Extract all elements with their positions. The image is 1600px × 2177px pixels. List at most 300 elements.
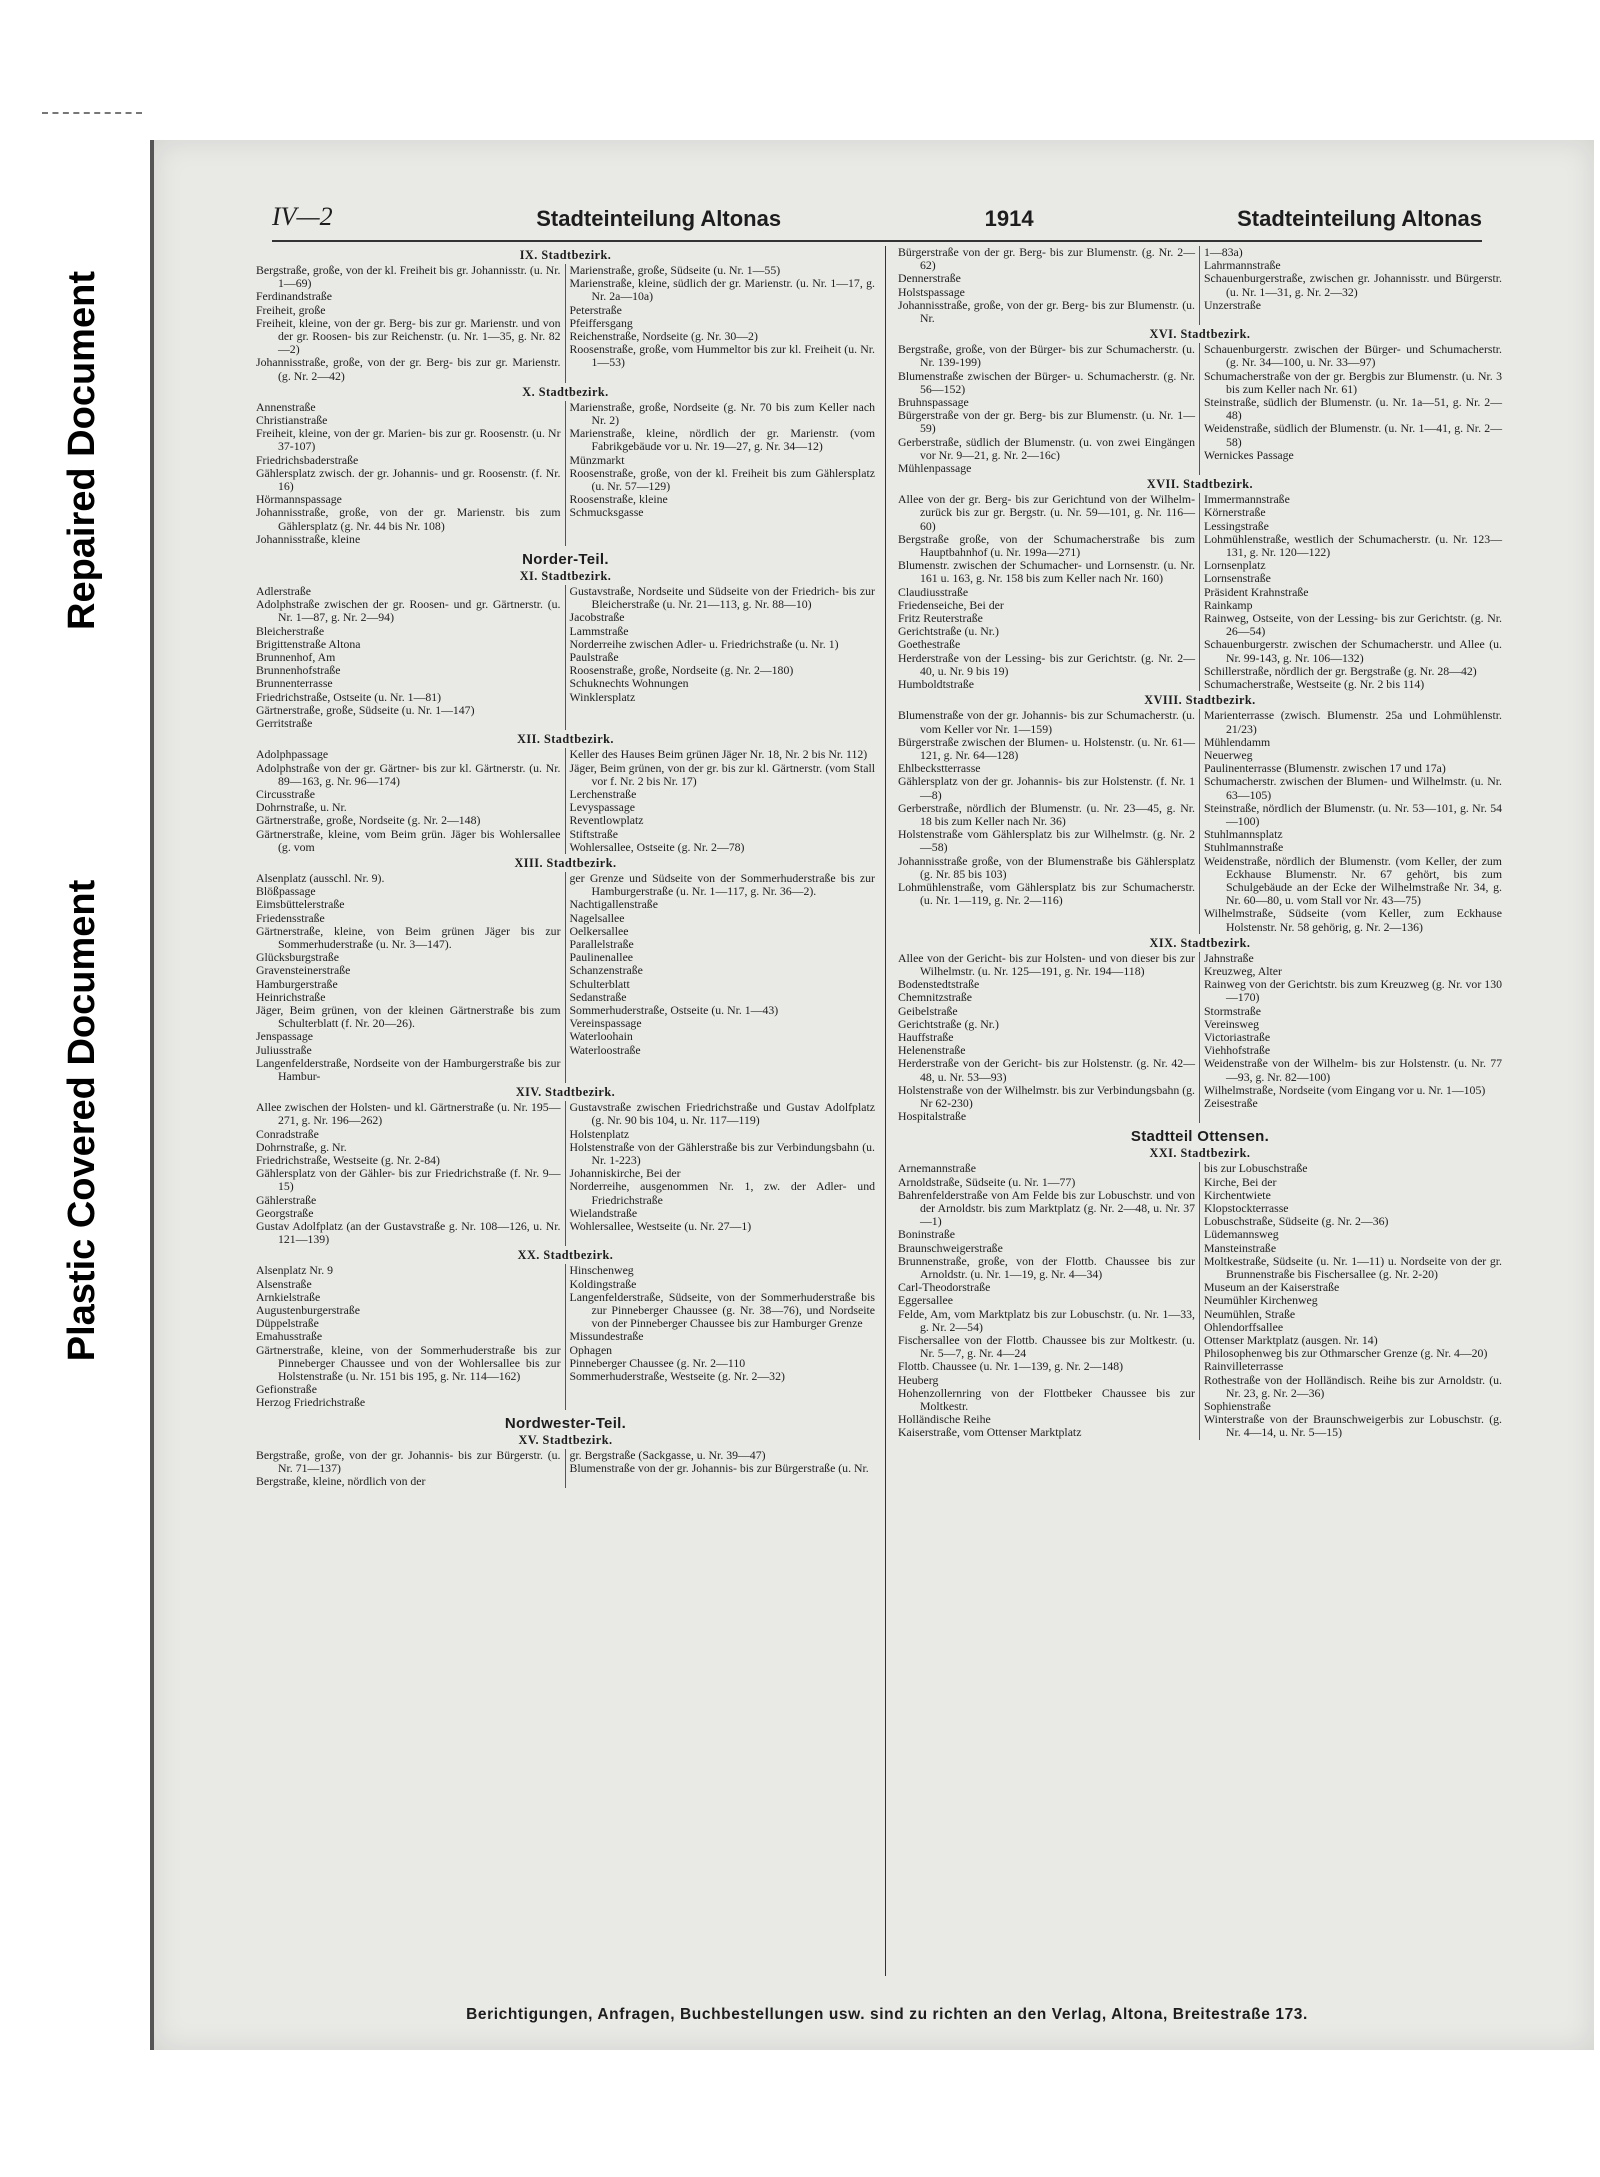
street-entry: Bodenstedtstraße bbox=[898, 977, 980, 992]
street-entry: Holstenstraße vom Gählersplatz bis zur Wilhelmstr. (g. Nr. 2—58) bbox=[898, 827, 1195, 855]
street-entry: Alsenstraße bbox=[256, 1276, 312, 1291]
street-list bbox=[252, 401, 566, 546]
street-entry: Georgstraße bbox=[256, 1205, 314, 1220]
street-list bbox=[566, 872, 880, 1083]
street-entry: Glücksburgstraße bbox=[256, 950, 339, 965]
street-entry: Gärtnerstraße, kleine, vom Beim grün. Jäger bis Wohlersallee (g. vom bbox=[256, 826, 561, 854]
street-entry: Mühlenpassage bbox=[898, 461, 972, 476]
section-body bbox=[894, 493, 1506, 691]
section-title: XVII. Stadtbezirk. bbox=[1146, 477, 1254, 492]
street-entry: Gählerstraße bbox=[256, 1192, 317, 1207]
street-entry: Adolphpassage bbox=[256, 747, 329, 762]
street-list bbox=[566, 1449, 880, 1489]
street-entry: Roosenstraße, große, Nordseite (g. Nr. 2—180) bbox=[569, 663, 794, 678]
street-entry: Gustavstraße, Nordseite und Südseite von der Friedrich- bis zur Bleicherstraße (u. Nr. 21—113, g. Nr. 88—10) bbox=[569, 584, 875, 612]
street-entry: Viehhofstraße bbox=[1204, 1043, 1271, 1058]
street-entry: Philosophenweg bis zur Othmarscher Grenze (g. Nr. 4—20) bbox=[1204, 1346, 1488, 1361]
street-list bbox=[252, 748, 566, 854]
street-entry: Adolphstraße von der gr. Gärtner- bis zur kl. Gärtnerstr. (u. Nr. 89—163, g. Nr. 96—174) bbox=[256, 760, 561, 788]
street-list bbox=[252, 1101, 566, 1246]
street-entry: Brunnenhof, Am bbox=[256, 650, 336, 665]
street-entry: Schumacherstr. zwischen der Blumen- und Wilhelmstr. (u. Nr. 63—105) bbox=[1204, 774, 1502, 802]
street-entry: Lerchenstraße bbox=[569, 786, 637, 801]
street-entry: Gerritstraße bbox=[256, 716, 313, 731]
street-entry: Gärtnerstraße, große, Nordseite (g. Nr. 2—148) bbox=[256, 813, 481, 828]
street-entry: Geibelstraße bbox=[898, 1003, 958, 1018]
section-title: XVI. Stadtbezirk. bbox=[1149, 327, 1251, 342]
section-title: Stadtteil Ottensen. bbox=[1130, 1128, 1270, 1146]
street-entry: Friedrichstraße, Westseite (g. Nr. 2-84) bbox=[256, 1152, 440, 1167]
street-entry: Gählersplatz zwisch. der gr. Johannis- und gr. Roosenstr. (f. Nr. 16) bbox=[256, 465, 561, 494]
street-entry: Jahnstraße bbox=[1204, 950, 1254, 965]
street-entry: Neumühlen, Straße bbox=[1204, 1306, 1296, 1321]
street-entry: Dennerstraße bbox=[898, 271, 961, 286]
street-entry: Rainvilleterrasse bbox=[1204, 1359, 1284, 1374]
street-entry: Lohmühlenstraße, westlich der Schumacherstr. (u. Nr. 123—131, g. Nr. 120—122) bbox=[1204, 531, 1502, 560]
street-entry: Blumenstraße zwischen der Bürger- u. Schumacherstr. (g. Nr. 56—152) bbox=[898, 368, 1195, 396]
street-entry: Christianstraße bbox=[256, 413, 328, 428]
street-entry: Schuknechts Wohnungen bbox=[569, 676, 689, 691]
street-entry: Stormstraße bbox=[1204, 1003, 1262, 1018]
street-entry: Wielandstraße bbox=[569, 1205, 638, 1220]
street-entry: Augustenburgerstraße bbox=[256, 1303, 360, 1318]
street-entry: 1—83a) bbox=[1204, 246, 1243, 259]
section-title: Nordwester-Teil. bbox=[504, 1414, 627, 1432]
street-entry: Felde, Am, vom Marktplatz bis zur Lobuschstr. (u. Nr. 1—33, g. Nr. 2—54) bbox=[898, 1306, 1195, 1334]
street-entry: Allee zwischen der Holsten- und kl. Gärtnerstraße (u. Nr. 195—271, g. Nr. 196—262) bbox=[256, 1100, 561, 1128]
street-entry: Rainkamp bbox=[1204, 597, 1253, 612]
street-entry: Missundestraße bbox=[569, 1329, 644, 1344]
street-entry: Ohlendorffsallee bbox=[1204, 1319, 1284, 1334]
street-entry: Waterloohain bbox=[569, 1029, 633, 1044]
street-entry: Körnerstraße bbox=[1204, 505, 1266, 520]
street-entry: Friedensstraße bbox=[256, 910, 325, 925]
street-entry: Bergstraße, kleine, nördlich von der bbox=[256, 1474, 426, 1489]
street-entry: Präsident Krahnstraße bbox=[1204, 584, 1309, 599]
street-entry: Paulinenallee bbox=[569, 950, 634, 965]
street-entry: Helenenstraße bbox=[898, 1043, 966, 1058]
street-entry: Steinstraße, südlich der Blumenstr. (u. Nr. 1a—51, g. Nr. 2—48) bbox=[1204, 395, 1502, 423]
street-entry: Herderstraße von der Gericht- bis zur Holstenstr. (g. Nr. 42—48, u. Nr. 53—93) bbox=[898, 1056, 1195, 1084]
street-entry: Weidenstraße, nördlich der Blumenstr. (vom Keller, der zum Eckhause Blumenstr. Nr. 67 gehört, bis zum Schulgebäude an der Ecke der Wilhelmstraße Nr. 34, g. Nr. 60—80, u. vom Stall vor Nr. 43—75) bbox=[1204, 853, 1502, 908]
street-entry: Conradstraße bbox=[256, 1126, 319, 1141]
street-entry: Winterstraße von der Braunschweigerbis zur Lobuschstr. (g. Nr. 4—14, u. Nr. 5—15) bbox=[1204, 1412, 1502, 1440]
street-entry: Johannisstraße, kleine bbox=[256, 531, 361, 546]
street-entry: Marienstraße, große, Südseite (u. Nr. 1—55) bbox=[569, 263, 781, 277]
section-body bbox=[894, 952, 1506, 1124]
street-list bbox=[894, 493, 1200, 691]
street-entry: Bürgerstraße von der gr. Berg- bis zur Blumenstr. (g. Nr. 2—62) bbox=[898, 246, 1195, 273]
street-entry: Gerberstraße, südlich der Blumenstr. (u. von zwei Eingängen vor Nr. 9—21, g. Nr. 2—16c) bbox=[898, 434, 1195, 462]
street-entry: Lohmühlenstraße, vom Gählersplatz bis zur Schumacherstr. (u. Nr. 1—119, g. Nr. 2—116) bbox=[898, 879, 1195, 908]
header-rule bbox=[272, 240, 1482, 242]
street-entry: Freiheit, kleine, von der gr. Berg- bis zur gr. Marienstr. und von der gr. Roosen- bis zur Reichenstr. (u. Nr. 1—35, g. Nr. 82—2) bbox=[256, 315, 561, 357]
street-entry: Bahrenfelderstraße von Am Felde bis zur Lobuschstr. und von der Arnoldstr. bis zum Marktplatz (g. Nr. 2—48, u. Nr. 37—1) bbox=[898, 1187, 1195, 1229]
street-entry: Zeisestraße bbox=[1204, 1095, 1258, 1110]
street-entry: Koldingstraße bbox=[569, 1276, 637, 1291]
street-entry: Schauenburgerstr. zwischen der Schumacherstr. und Allee (u. Nr. 99-143, g. Nr. 106—132) bbox=[1204, 637, 1502, 665]
street-entry: Roosenstraße, große, von der kl. Freiheit bis zum Gählersplatz (u. Nr. 57—129) bbox=[569, 465, 875, 494]
street-entry: Fritz Reuterstraße bbox=[898, 611, 983, 626]
left-column bbox=[246, 246, 886, 1976]
street-entry: Ottenser Marktplatz (ausgen. Nr. 14) bbox=[1204, 1333, 1378, 1348]
street-list bbox=[566, 264, 880, 383]
street-entry: Oelkersallee bbox=[569, 923, 629, 938]
street-list bbox=[1200, 1162, 1506, 1439]
street-entry: Bleicherstraße bbox=[256, 623, 325, 638]
section-title: XI. Stadtbezirk. bbox=[519, 569, 612, 584]
street-entry: Gählersplatz von der Gähler- bis zur Friedrichstraße (f. Nr. 9—15) bbox=[256, 1166, 561, 1194]
street-entry: Marienstraße, kleine, nördlich der gr. Marienstr. (vom Fabrikgebäude vor u. Nr. 19—27, g. Nr. 34—12) bbox=[569, 426, 875, 454]
street-entry: Arnkielstraße bbox=[256, 1289, 321, 1304]
street-entry: Heinrichstraße bbox=[256, 989, 326, 1004]
section-title: XIX. Stadtbezirk. bbox=[1149, 935, 1251, 950]
street-entry: Johannisstraße große, von der Blumenstraße bis Gählersplatz (g. Nr. 85 bis 103) bbox=[898, 853, 1195, 881]
street-entry: Marienterrasse (zwisch. Blumenstr. 25a und Lohmühlenstr. 21/23) bbox=[1204, 708, 1502, 736]
street-entry: Lobuschstraße, Südseite (g. Nr. 2—36) bbox=[1204, 1214, 1389, 1229]
street-entry: Roosenstraße, große, vom Hummeltor bis zur kl. Freiheit (u. Nr. 1—53) bbox=[569, 342, 875, 370]
street-entry: Adlerstraße bbox=[256, 584, 312, 599]
repaired-document-label bbox=[0, 140, 165, 760]
street-entry: Bergstraße, große, von der gr. Johannis- bis zur Bürgerstr. (u. Nr. 71—137) bbox=[256, 1447, 561, 1475]
section-title: Norder-Teil. bbox=[522, 551, 609, 569]
street-entry: Circusstraße bbox=[256, 786, 315, 801]
street-entry: Schillerstraße, nördlich der gr. Bergstraße (g. Nr. 28—42) bbox=[1204, 663, 1477, 678]
street-entry: Norderreihe zwischen Adler- u. Friedrichstraße (u. Nr. 1) bbox=[569, 636, 839, 651]
street-entry: Immermannstraße bbox=[1204, 492, 1290, 507]
street-entry: Holländische Reihe bbox=[898, 1412, 991, 1427]
street-list bbox=[894, 1162, 1200, 1439]
street-entry: Brunnenhofstraße bbox=[256, 663, 341, 678]
street-entry: Allee von der gr. Berg- bis zur Gerichtund von der Wilhelm- zurück bis zur gr. Bergstr. (u. Nr. 59—101, g. Nr. 116—60) bbox=[898, 492, 1195, 533]
street-entry: Humboldtstraße bbox=[898, 677, 975, 692]
street-entry: Marienstraße, große, Nordseite (g. Nr. 70 bis zum Keller nach Nr. 2) bbox=[569, 399, 875, 428]
street-entry: Paulinenterrasse (Blumenstr. zwischen 17 und 17a) bbox=[1204, 761, 1446, 776]
street-entry: Pfeiffersgang bbox=[569, 315, 633, 330]
street-list bbox=[894, 709, 1200, 933]
street-list bbox=[1200, 952, 1506, 1124]
street-entry: Vereinspassage bbox=[569, 1016, 642, 1031]
section-title: XXI. Stadtbezirk. bbox=[1149, 1146, 1251, 1161]
street-entry: Annenstraße bbox=[256, 399, 316, 414]
section-body bbox=[252, 401, 879, 546]
section-body bbox=[252, 872, 879, 1083]
street-entry: Levyspassage bbox=[569, 800, 636, 815]
street-entry: Herderstraße von der Lessing- bis zur Gerichtstr. (g. Nr. 2—40, u. Nr. 9 bis 19) bbox=[898, 650, 1195, 678]
section-body bbox=[894, 343, 1506, 475]
street-list bbox=[894, 952, 1200, 1124]
street-entry: Adolphstraße zwischen der gr. Roosen- und gr. Gärtnerstr. (u. Nr. 1—87, g. Nr. 2—94) bbox=[256, 597, 561, 625]
street-entry: Heuberg bbox=[898, 1372, 939, 1387]
street-entry: Gerichtstraße (u. Nr.) bbox=[898, 624, 999, 639]
header-right-title: Stadteinteilung Altonas bbox=[1237, 206, 1482, 231]
street-entry: Bruhnspassage bbox=[898, 395, 969, 410]
street-entry: Weidenstraße, südlich der Blumenstr. (u. Nr. 1—41, g. Nr. 2—58) bbox=[1204, 421, 1502, 449]
street-entry: Dohrnstraße, u. Nr. bbox=[256, 800, 347, 815]
street-entry: Paulstraße bbox=[569, 650, 619, 665]
street-entry: Hohenzollernring von der Flottbeker Chaussee bis zur Moltkestr. bbox=[898, 1385, 1195, 1414]
street-list bbox=[566, 1101, 880, 1246]
street-entry: Chemnitzstraße bbox=[898, 990, 973, 1005]
street-list bbox=[1200, 493, 1506, 691]
street-list bbox=[894, 246, 1200, 325]
street-entry: Claudiusstraße bbox=[898, 584, 969, 599]
street-entry: Gerberstraße, nördlich der Blumenstr. (u. Nr. 23—45, g. Nr. 18 bis zum Keller nach Nr. 36) bbox=[898, 800, 1195, 828]
street-entry: Pinneberger Chaussee (g. Nr. 2—110 bbox=[569, 1355, 746, 1370]
section-body bbox=[252, 585, 879, 730]
street-entry: Flottb. Chaussee (u. Nr. 1—139, g. Nr. 2—148) bbox=[898, 1359, 1124, 1374]
street-entry: Hauffstraße bbox=[898, 1029, 954, 1044]
header-year: 1914 bbox=[984, 206, 1034, 231]
street-entry: bis zur Lobuschstraße bbox=[1204, 1161, 1308, 1176]
street-entry: Rothestraße von der Holländisch. Reihe bis zur Arnoldstr. (u. Nr. 23, g. Nr. 2—36) bbox=[1204, 1372, 1502, 1400]
street-entry: Langenfelderstraße, Südseite, von der Sommerhuderstraße bis zur Pinneberger Chaussee (g. Nr. 38—76), und Nordseite von der Pinneberger Chaussee bis zur Hamburger Grenze bbox=[569, 1289, 875, 1331]
street-entry: Hörmannspassage bbox=[256, 492, 342, 507]
plastic-covered-text: Plastic Covered Document bbox=[61, 879, 104, 1361]
street-entry: Reichenstraße, Nordseite (g. Nr. 30—2) bbox=[569, 329, 758, 344]
street-entry: Blumenstr. zwischen der Schumacher- und Lornsenstr. (u. Nr. 161 u. 163, g. Nr. 158 bis zum Keller nach Nr. 160) bbox=[898, 558, 1195, 586]
street-entry: Gefionstraße bbox=[256, 1382, 317, 1397]
street-entry: Allee von der Gericht- bis zur Holsten- und von dieser bis zur Wilhelmstr. (u. Nr. 125—191, g. Nr. 194—118) bbox=[898, 950, 1195, 978]
street-entry: Alsenplatz Nr. 9 bbox=[256, 1263, 333, 1278]
page-number: IV—2 bbox=[272, 202, 333, 231]
street-entry: Langenfelderstraße, Nordseite von der Hamburgerstraße bis zur Hambur- bbox=[256, 1055, 561, 1083]
street-entry: Blumenstraße von der gr. Johannis- bis zur Schumacherstr. (u. vom Keller vor Nr. 1—159) bbox=[898, 708, 1195, 736]
street-entry: Bergstraße, große, von der Bürger- bis zur Schumacherstr. (u. Nr. 139-199) bbox=[898, 342, 1195, 370]
section-body bbox=[252, 1449, 879, 1489]
section-title: XVIII. Stadtbezirk. bbox=[1144, 693, 1256, 708]
street-entry: Wernickes Passage bbox=[1204, 447, 1294, 462]
street-entry: Ehlbeckstterrasse bbox=[898, 761, 981, 776]
street-entry: Bergstraße, große, von der kl. Freiheit bis gr. Johannisstr. (u. Nr. 1—69) bbox=[256, 263, 561, 291]
header-left-title: Stadteinteilung Altonas bbox=[536, 206, 782, 231]
street-entry: Rainweg, Ostseite, von der Lessing- bis zur Gerichtstr. (g. Nr. 26—54) bbox=[1204, 611, 1502, 639]
street-entry: Lahrmannstraße bbox=[1204, 258, 1281, 273]
street-list bbox=[252, 1264, 566, 1409]
street-list bbox=[566, 1264, 880, 1409]
street-entry: Lessingstraße bbox=[1204, 518, 1269, 533]
street-entry: Holstenstraße von der Gählerstraße bis zur Verbindungsbahn (u. Nr. 1-223) bbox=[569, 1139, 875, 1167]
street-entry: Nagelsallee bbox=[569, 910, 625, 925]
street-entry: Carl-Theodorstraße bbox=[898, 1280, 991, 1295]
street-entry: Johannisstraße, große, von der gr. Marienstr. bis zum Gählersplatz (g. Nr. 44 bis Nr. 108) bbox=[256, 505, 561, 533]
street-entry: Friedrichsbaderstraße bbox=[256, 452, 359, 467]
street-entry: Schauenburgerstr. zwischen der Bürger- und Schumacherstr. (g. Nr. 34—100, u. Nr. 33—97) bbox=[1204, 342, 1502, 370]
street-entry: Fischersallee von der Flottb. Chaussee bis zur Moltkestr. (u. Nr. 5—7, g. Nr. 4—24 bbox=[898, 1333, 1195, 1361]
street-entry: Johanniskirche, Bei der bbox=[569, 1166, 681, 1181]
street-entry: Gustav Adolfplatz (an der Gustavstraße g. Nr. 108—126, u. Nr. 121—139) bbox=[256, 1219, 561, 1247]
street-entry: Neuerweg bbox=[1204, 747, 1253, 762]
street-entry: Kirche, Bei der bbox=[1204, 1174, 1277, 1189]
street-entry: Braunschweigerstraße bbox=[898, 1240, 1003, 1255]
street-entry: Jenspassage bbox=[256, 1029, 314, 1044]
section-body bbox=[252, 748, 879, 854]
street-entry: Schumacherstraße von der gr. Bergbis zur Blumenstr. (u. Nr. 3 bis zum Keller nach Nr. 61) bbox=[1204, 368, 1502, 396]
street-entry: Reventlowplatz bbox=[569, 813, 644, 828]
street-entry: Gravensteinerstraße bbox=[256, 963, 351, 978]
street-entry: Schanzenstraße bbox=[569, 963, 643, 978]
street-entry: Wilhelmstraße, Südseite (vom Keller, zum Eckhause Holstenstr. Nr. 58 gehörig, g. Nr. 2—136) bbox=[1204, 906, 1502, 934]
section-title: X. Stadtbezirk. bbox=[522, 384, 609, 399]
street-entry: Gustavstraße zwischen Friedrichstraße und Gustav Adolfplatz (g. Nr. 90 bis 104, u. Nr. 117—119) bbox=[569, 1100, 875, 1128]
street-entry: Weidenstraße von der Wilhelm- bis zur Holstenstr. (u. Nr. 77—93, g. Nr. 82—100) bbox=[1204, 1056, 1502, 1084]
street-entry: Schulterblatt bbox=[569, 976, 630, 991]
street-entry: Kreuzweg, Alter bbox=[1204, 963, 1282, 978]
street-list bbox=[566, 585, 880, 730]
section-title: IX. Stadtbezirk. bbox=[519, 248, 612, 262]
street-entry: Arnemannstraße bbox=[898, 1161, 976, 1176]
content-columns bbox=[246, 246, 1512, 1976]
street-entry: Rainweg von der Gerichtstr. bis zum Kreuzweg (g. Nr. vor 130—170) bbox=[1204, 977, 1502, 1005]
section-body bbox=[894, 1162, 1506, 1439]
street-entry: ger Grenze und Südseite von der Sommerhuderstraße bis zur Hamburgerstraße (u. Nr. 1—117, g. Nr. 36—2). bbox=[569, 870, 875, 899]
document-page bbox=[150, 140, 1594, 2050]
street-entry: Johannisstraße, große, von der gr. Berg- bis zur gr. Marienstr. (g. Nr. 2—42) bbox=[256, 355, 561, 383]
repaired-document-text: Repaired Document bbox=[61, 270, 103, 630]
street-entry: Brunnenstraße, große, von der Flottb. Chaussee bis zur Arnoldstr. (u. Nr. 1—19, g. Nr. 4—34) bbox=[898, 1253, 1195, 1282]
section-title: XX. Stadtbezirk. bbox=[517, 1248, 614, 1263]
street-entry: Stuhlmannstraße bbox=[1204, 840, 1284, 855]
street-entry: Neumühler Kirchenweg bbox=[1204, 1293, 1318, 1308]
street-list bbox=[566, 748, 880, 854]
street-entry: Gählersplatz von der gr. Johannis- bis zur Holstenstr. (f. Nr. 1—8) bbox=[898, 774, 1195, 802]
street-entry: Gärtnerstraße, kleine, von Beim grünen Jäger bis zur Sommerhuderstraße (u. Nr. 3—147). bbox=[256, 923, 561, 951]
street-entry: Bürgerstraße zwischen der Blumen- u. Holstenstr. (u. Nr. 61—121, g. Nr. 64—128) bbox=[898, 734, 1195, 762]
street-entry: Dohrnstraße, g. Nr. bbox=[256, 1139, 347, 1154]
section-body bbox=[894, 246, 1506, 325]
street-entry: Freiheit, große bbox=[256, 302, 326, 317]
street-entry: Friedrichstraße, Ostseite (u. Nr. 1—81) bbox=[256, 689, 442, 704]
street-entry: Arnoldstraße, Südseite (u. Nr. 1—77) bbox=[898, 1174, 1076, 1189]
street-entry: Friedenseiche, Bei der bbox=[898, 597, 1004, 612]
street-entry: Holstenstraße von der Wilhelmstr. bis zur Verbindungsbahn (g. Nr 62-230) bbox=[898, 1082, 1195, 1110]
street-entry: Johannisstraße, große, von der gr. Berg- bis zur Blumenstr. (u. Nr. bbox=[898, 297, 1195, 326]
plastic-covered-label bbox=[0, 760, 165, 1480]
street-entry: Freiheit, kleine, von der gr. Marien- bis zur gr. Roosenstr. (u. Nr 37-107) bbox=[256, 426, 561, 454]
street-entry: Eggersallee bbox=[898, 1293, 954, 1308]
street-entry: Roosenstraße, kleine bbox=[569, 492, 668, 507]
street-entry: Jacobstraße bbox=[569, 610, 625, 625]
street-entry: Unzerstraße bbox=[1204, 297, 1261, 312]
street-entry: Münzmarkt bbox=[569, 452, 625, 467]
street-entry: Marienstraße, kleine, südlich der gr. Marienstr. (u. Nr. 1—17, g. Nr. 2a—10a) bbox=[569, 276, 875, 304]
street-entry: Hamburgerstraße bbox=[256, 976, 338, 991]
street-entry: Lüdemannsweg bbox=[1204, 1227, 1279, 1242]
street-entry: Mansteinstraße bbox=[1204, 1240, 1277, 1255]
street-entry: Schumacherstraße, Westseite (g. Nr. 2 bis 114) bbox=[1204, 677, 1425, 692]
street-entry: Klopstockterrasse bbox=[1204, 1201, 1289, 1215]
street-list bbox=[1200, 246, 1506, 325]
street-entry: Düppelstraße bbox=[256, 1316, 319, 1331]
street-entry: Sommerhuderstraße, Ostseite (u. Nr. 1—43) bbox=[569, 1002, 779, 1017]
street-entry: Brigittenstraße Altona bbox=[256, 636, 361, 651]
street-entry: Wohlersallee, Westseite (u. Nr. 27—1) bbox=[569, 1219, 752, 1233]
street-list bbox=[252, 872, 566, 1083]
street-entry: Norderreihe, ausgenommen Nr. 1, zw. der Adler- und Friedrichstraße bbox=[569, 1179, 875, 1207]
street-entry: Wohlersallee, Ostseite (g. Nr. 2—78) bbox=[569, 839, 745, 854]
street-entry: Blumenstraße von der gr. Johannis- bis zur Bürgerstraße (u. Nr. bbox=[569, 1460, 869, 1475]
street-entry: Gärtnerstraße, kleine, von der Sommerhuderstraße bis zur Pinneberger Chaussee und von der Wohlersallee bis zur Holstenstraße (u. Nr. 151 bis 195, g. Nr. 114—162) bbox=[256, 1342, 561, 1384]
section-body bbox=[252, 1264, 879, 1409]
section-title: XII. Stadtbezirk. bbox=[517, 732, 614, 747]
street-entry: Goethestraße bbox=[898, 637, 961, 652]
street-entry: Boninstraße bbox=[898, 1227, 956, 1242]
street-entry: Hospitalstraße bbox=[898, 1109, 967, 1124]
street-list bbox=[1200, 343, 1506, 475]
street-entry: Stuhlmannsplatz bbox=[1204, 827, 1283, 842]
street-list bbox=[566, 401, 880, 546]
street-entry: Parallelstraße bbox=[569, 936, 634, 951]
street-entry: Waterloostraße bbox=[569, 1042, 641, 1057]
street-entry: Museum an der Kaiserstraße bbox=[1204, 1280, 1340, 1295]
street-entry: Peterstraße bbox=[569, 302, 622, 317]
street-entry: Schmucksgasse bbox=[569, 505, 644, 520]
street-entry: Holstenplatz bbox=[569, 1126, 630, 1141]
street-entry: Jäger, Beim grünen, von der kleinen Gärtnerstraße bis zum Schulterblatt (f. Nr. 20—26). bbox=[256, 1002, 561, 1031]
street-entry: Holstspassage bbox=[898, 284, 965, 299]
street-entry: Wilhelmstraße, Nordseite (vom Eingang vor u. Nr. 1—105) bbox=[1204, 1082, 1486, 1097]
street-entry: Brunnenterrasse bbox=[256, 676, 333, 691]
street-entry: Juliusstraße bbox=[256, 1042, 312, 1057]
street-entry: Ophagen bbox=[569, 1342, 613, 1357]
street-entry: Kirchentwiete bbox=[1204, 1187, 1271, 1202]
section-body bbox=[894, 709, 1506, 933]
street-entry: Gärtnerstraße, große, Südseite (u. Nr. 1—147) bbox=[256, 702, 475, 717]
section-body bbox=[252, 1101, 879, 1246]
street-entry: Gerichtstraße (g. Nr.) bbox=[898, 1016, 999, 1031]
street-entry: Lornsenstraße bbox=[1204, 571, 1271, 586]
section-title: XV. Stadtbezirk. bbox=[518, 1432, 613, 1447]
section-body bbox=[252, 264, 879, 383]
street-entry: Mühlendamm bbox=[1204, 734, 1271, 749]
street-entry: Hinschenweg bbox=[569, 1263, 634, 1278]
street-entry: Alsenplatz (ausschl. Nr. 9). bbox=[256, 870, 385, 885]
page-header bbox=[272, 196, 1482, 232]
street-entry: Herzog Friedrichstraße bbox=[256, 1395, 366, 1410]
street-entry: Emahusstraße bbox=[256, 1329, 323, 1344]
street-list bbox=[252, 1449, 566, 1489]
street-entry: Sommerhuderstraße, Westseite (g. Nr. 2—32) bbox=[569, 1369, 785, 1384]
section-title: XIV. Stadtbezirk. bbox=[515, 1085, 616, 1100]
street-entry: Eimsbüttelerstraße bbox=[256, 897, 345, 912]
street-entry: Nachtigallenstraße bbox=[569, 897, 658, 912]
side-tab bbox=[0, 140, 165, 2040]
street-entry: Schauenburgerstraße, zwischen gr. Johannisstr. und Bürgerstr. (u. Nr. 1—31, g. Nr. 2—32) bbox=[1204, 271, 1502, 299]
street-entry: Blößpassage bbox=[256, 884, 316, 899]
street-entry: Jäger, Beim grünen, von der gr. bis zur kl. Gärtnerstr. (vom Stall vor f. Nr. 2 bis Nr. 17) bbox=[569, 760, 875, 788]
street-list bbox=[252, 585, 566, 730]
street-entry: Keller des Hauses Beim grünen Jäger Nr. 18, Nr. 2 bis Nr. 112) bbox=[569, 747, 868, 762]
street-entry: Victoriastraße bbox=[1204, 1029, 1271, 1044]
street-entry: Sophienstraße bbox=[1204, 1399, 1271, 1414]
section-title: XIII. Stadtbezirk. bbox=[514, 855, 617, 870]
divider bbox=[42, 112, 142, 114]
street-entry: Lornsenplatz bbox=[1204, 558, 1266, 573]
street-entry: Ferdinandstraße bbox=[256, 289, 333, 304]
street-entry: Stiftstraße bbox=[569, 826, 618, 841]
street-entry: Bürgerstraße von der gr. Berg- bis zur Blumenstr. (u. Nr. 1—59) bbox=[898, 408, 1195, 436]
street-entry: Moltkestraße, Südseite (u. Nr. 1—11) u. Nordseite von der gr. Brunnenstraße bis Fischersallee (g. Nr. 2-20) bbox=[1204, 1253, 1502, 1282]
street-list bbox=[1200, 709, 1506, 933]
street-entry: Winklersplatz bbox=[569, 689, 636, 704]
street-entry: Kaiserstraße, vom Ottenser Marktplatz bbox=[898, 1425, 1082, 1440]
street-entry: Sedanstraße bbox=[569, 989, 627, 1004]
street-list bbox=[252, 264, 566, 383]
street-entry: Lammstraße bbox=[569, 623, 629, 638]
street-list bbox=[894, 343, 1200, 475]
street-entry: gr. Bergstraße (Sackgasse, u. Nr. 39—47) bbox=[569, 1447, 766, 1462]
street-entry: Steinstraße, nördlich der Blumenstr. (u. Nr. 53—101, g. Nr. 54—100) bbox=[1204, 800, 1502, 828]
